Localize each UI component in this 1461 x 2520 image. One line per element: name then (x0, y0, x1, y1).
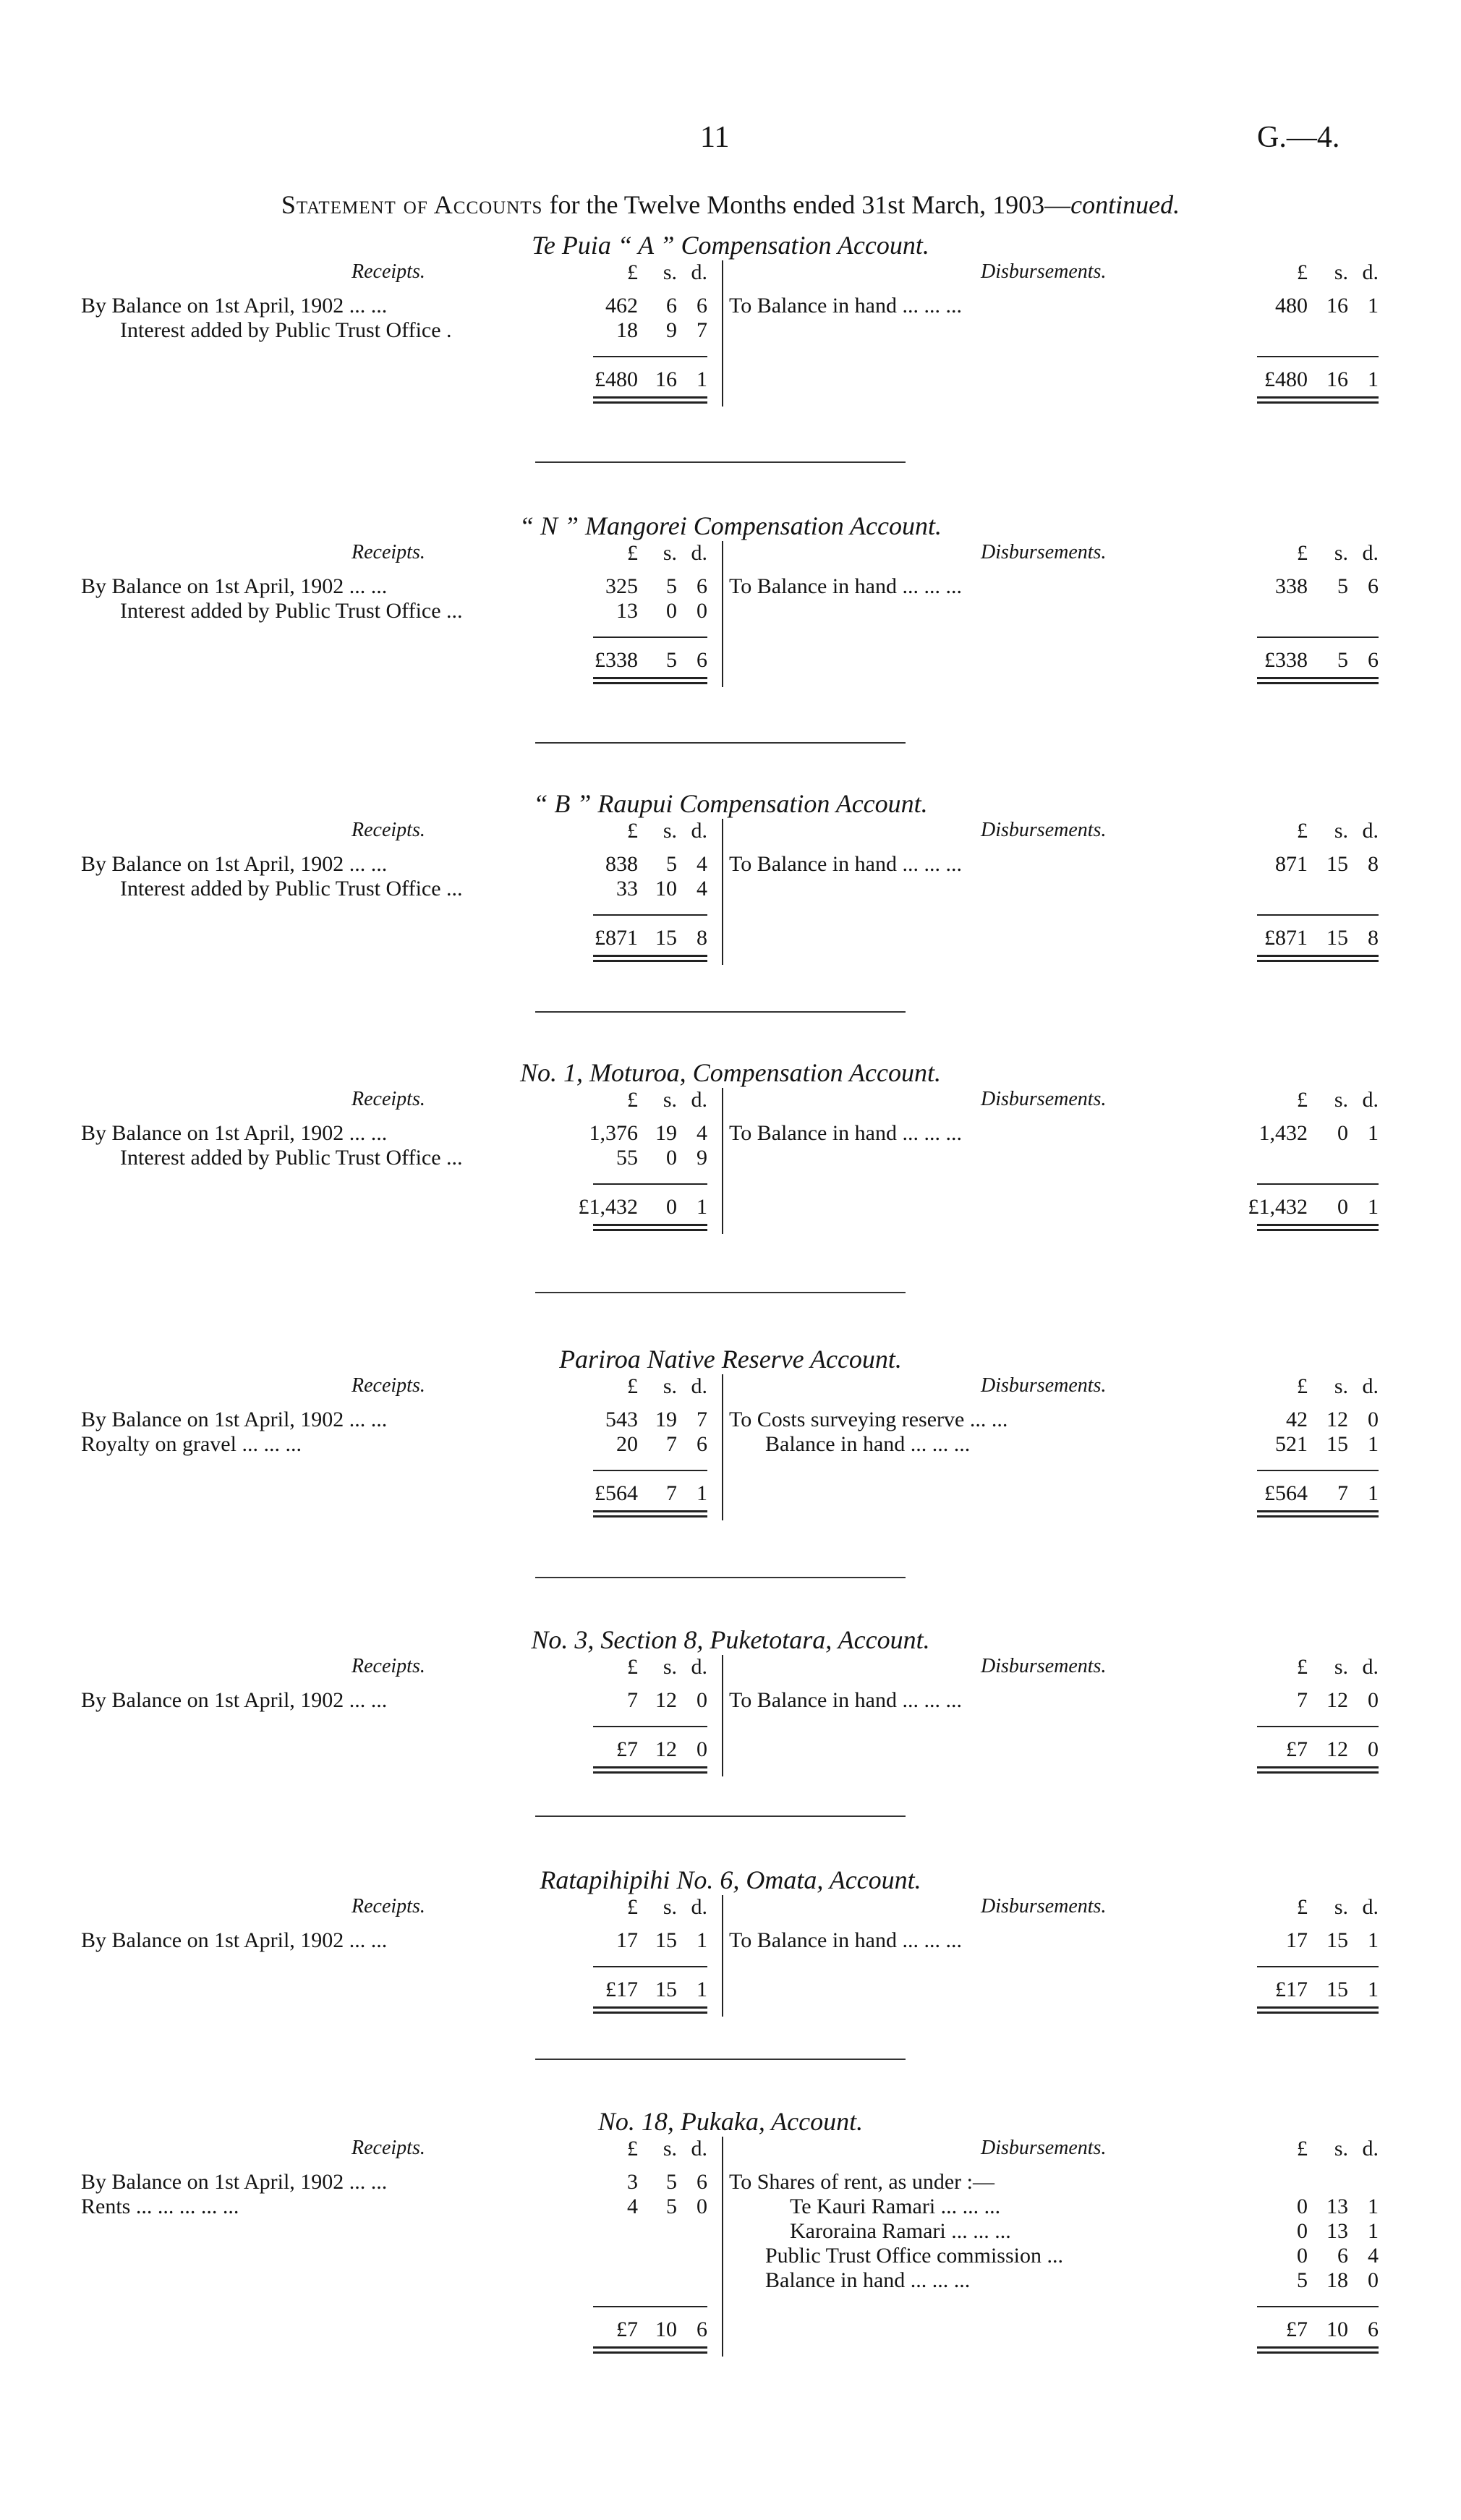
receipt-pounds: 325 (605, 574, 638, 598)
receipts-heading: Receipts. (352, 1088, 425, 1110)
receipts-pence-header: d. (691, 260, 707, 284)
disbursements-pounds-header: £ (1297, 541, 1308, 565)
receipts-total-pounds: £7 (616, 2317, 638, 2341)
receipt-label: Interest added by Public Trust Office . (120, 318, 452, 342)
receipt-pounds: 18 (616, 318, 638, 342)
disbursements-total-pounds: £7 (1286, 1737, 1308, 1761)
disbursement-pence: 1 (1368, 2219, 1379, 2243)
disbursement-shillings: 15 (1326, 1432, 1348, 1456)
receipts-double-rule (593, 2006, 707, 2014)
receipt-pounds: 17 (616, 1928, 638, 1952)
disbursements-pounds-header: £ (1297, 819, 1308, 843)
receipt-pounds: 462 (605, 294, 638, 318)
disbursement-label: Te Kauri Ramari ... ... ... (790, 2195, 1001, 2218)
disbursements-total-pence: 1 (1368, 367, 1379, 391)
receipts-double-rule (593, 955, 707, 962)
receipt-pounds: 4 (627, 2195, 638, 2218)
receipt-pence: 0 (697, 2195, 707, 2218)
column-divider (722, 1374, 723, 1520)
account-block (0, 511, 1461, 728)
receipts-heading: Receipts. (352, 260, 425, 283)
disbursement-shillings: 0 (1337, 1121, 1348, 1145)
receipt-shillings: 19 (655, 1121, 677, 1145)
disbursement-pence: 1 (1368, 1928, 1379, 1952)
disbursements-shillings-header: s. (1334, 1374, 1348, 1398)
receipts-total-pence: 1 (697, 1481, 707, 1505)
disbursements-shillings-header: s. (1334, 1655, 1348, 1679)
receipt-pounds: 13 (616, 599, 638, 623)
receipt-shillings: 5 (666, 2170, 677, 2194)
receipts-shillings-header: s. (663, 541, 677, 565)
disbursement-label: Balance in hand ... ... ... (765, 2268, 971, 2292)
disbursements-total-rule (1257, 356, 1379, 357)
disbursements-heading: Disbursements. (981, 541, 1107, 563)
disbursements-heading: Disbursements. (981, 1895, 1107, 1917)
disbursements-total-shillings: 15 (1326, 926, 1348, 950)
receipt-pence: 0 (697, 599, 707, 623)
disbursements-pounds-header: £ (1297, 2137, 1308, 2161)
receipts-total-pounds: £338 (595, 648, 638, 672)
receipt-label: Interest added by Public Trust Office ... (120, 599, 463, 623)
section-separator (535, 461, 906, 463)
account-block (0, 1625, 1461, 1842)
receipt-label: By Balance on 1st April, 1902 ... ... (81, 1928, 388, 1952)
disbursements-pence-header: d. (1362, 541, 1379, 565)
disbursements-total-pence: 0 (1368, 1737, 1379, 1761)
disbursement-shillings: 13 (1326, 2195, 1348, 2218)
disbursement-label: Karoraina Ramari ... ... ... (790, 2219, 1011, 2243)
receipts-double-rule (593, 1766, 707, 1774)
receipts-shillings-header: s. (663, 1655, 677, 1679)
disbursement-pounds: 0 (1297, 2244, 1308, 2268)
receipts-pounds-header: £ (627, 1088, 638, 1112)
disbursements-heading: Disbursements. (981, 2137, 1107, 2159)
disbursements-total-pounds: £564 (1264, 1481, 1308, 1505)
disbursements-pence-header: d. (1362, 1895, 1379, 1919)
receipts-double-rule (593, 396, 707, 404)
disbursements-heading: Disbursements. (981, 819, 1107, 841)
account-block (0, 230, 1461, 447)
disbursements-pence-header: d. (1362, 1088, 1379, 1112)
receipts-pounds-header: £ (627, 1655, 638, 1679)
disbursement-label: To Balance in hand ... ... ... (729, 1121, 962, 1145)
disbursements-total-shillings: 5 (1337, 648, 1348, 672)
disbursements-double-rule (1257, 396, 1379, 404)
receipts-total-shillings: 16 (655, 367, 677, 391)
receipts-total-pounds: £17 (605, 1978, 638, 2001)
disbursement-shillings: 15 (1326, 852, 1348, 876)
disbursements-double-rule (1257, 1510, 1379, 1517)
receipts-total-pounds: £564 (595, 1481, 638, 1505)
disbursements-double-rule (1257, 1224, 1379, 1231)
disbursement-pence: 4 (1368, 2244, 1379, 2268)
receipt-label: Interest added by Public Trust Office ... (120, 1146, 463, 1170)
receipt-pence: 1 (697, 1928, 707, 1952)
receipts-total-rule (593, 2306, 707, 2307)
disbursements-pence-header: d. (1362, 819, 1379, 843)
disbursements-total-rule (1257, 914, 1379, 916)
disbursement-pounds: 7 (1297, 1688, 1308, 1712)
receipt-pence: 7 (697, 318, 707, 342)
disbursement-pence: 0 (1368, 2268, 1379, 2292)
receipt-shillings: 9 (666, 318, 677, 342)
disbursement-pence: 0 (1368, 1688, 1379, 1712)
receipts-total-rule (593, 1470, 707, 1471)
receipts-total-rule (593, 1726, 707, 1727)
statement-heading (0, 190, 1461, 220)
disbursement-shillings: 12 (1326, 1408, 1348, 1431)
disbursement-label: To Costs surveying reserve ... ... (729, 1408, 1008, 1431)
receipts-total-pounds: £480 (595, 367, 638, 391)
account-title: No. 18, Pukaka, Account. (597, 2107, 864, 2136)
disbursements-pounds-header: £ (1297, 1655, 1308, 1679)
disbursements-total-pounds: £871 (1264, 926, 1308, 950)
disbursements-total-pounds: £480 (1264, 367, 1308, 391)
receipts-total-pence: 6 (697, 648, 707, 672)
receipt-label: Interest added by Public Trust Office ... (120, 877, 463, 901)
receipt-shillings: 5 (666, 574, 677, 598)
disbursement-pence: 1 (1368, 1121, 1379, 1145)
receipts-shillings-header: s. (663, 2137, 677, 2161)
receipt-label: Rents ... ... ... ... ... (81, 2195, 239, 2218)
disbursement-shillings: 13 (1326, 2219, 1348, 2243)
disbursement-pence: 6 (1368, 574, 1379, 598)
disbursement-shillings: 15 (1326, 1928, 1348, 1952)
receipts-total-rule (593, 1183, 707, 1185)
receipts-total-pence: 1 (697, 1195, 707, 1219)
receipts-pence-header: d. (691, 1374, 707, 1398)
disbursement-pounds: 521 (1275, 1432, 1308, 1456)
disbursement-pounds: 1,432 (1258, 1121, 1308, 1145)
receipts-shillings-header: s. (663, 260, 677, 284)
disbursements-total-rule (1257, 1470, 1379, 1471)
disbursements-total-rule (1257, 637, 1379, 638)
receipts-total-pounds: £7 (616, 1737, 638, 1761)
receipt-shillings: 5 (666, 852, 677, 876)
disbursements-pence-header: d. (1362, 1374, 1379, 1398)
disbursements-total-pence: 1 (1368, 1481, 1379, 1505)
receipts-total-shillings: 12 (655, 1737, 677, 1761)
receipt-pence: 0 (697, 1688, 707, 1712)
receipt-pounds: 55 (616, 1146, 638, 1170)
disbursements-double-rule (1257, 1766, 1379, 1774)
receipts-total-pence: 8 (697, 926, 707, 950)
page-reference: G.—4. (1257, 121, 1340, 154)
disbursements-total-pence: 1 (1368, 1978, 1379, 2001)
column-divider (722, 1655, 723, 1776)
account-title: Te Puia “ A ” Compensation Account. (532, 231, 929, 260)
disbursements-total-shillings: 16 (1326, 367, 1348, 391)
receipts-pounds-header: £ (627, 1374, 638, 1398)
disbursements-total-pounds: £338 (1264, 648, 1308, 672)
column-divider (722, 819, 723, 965)
account-title: No. 3, Section 8, Puketotara, Account. (531, 1625, 930, 1654)
receipts-heading: Receipts. (352, 1374, 425, 1397)
receipts-total-rule (593, 356, 707, 357)
disbursement-pence: 1 (1368, 2195, 1379, 2218)
disbursements-total-rule (1257, 1726, 1379, 1727)
receipts-pounds-header: £ (627, 819, 638, 843)
disbursements-total-shillings: 7 (1337, 1481, 1348, 1505)
receipt-pounds: 7 (627, 1688, 638, 1712)
account-title: “ B ” Raupui Compensation Account. (533, 789, 928, 818)
disbursement-label: To Balance in hand ... ... ... (729, 1928, 962, 1952)
statement-lead: Statement of Accounts (281, 190, 543, 219)
disbursement-pounds: 17 (1286, 1928, 1308, 1952)
column-divider (722, 260, 723, 406)
account-block (0, 1865, 1461, 2082)
receipt-shillings: 19 (655, 1408, 677, 1431)
disbursement-label: Balance in hand ... ... ... (765, 1432, 971, 1456)
account-block (0, 1344, 1461, 1561)
disbursements-heading: Disbursements. (981, 260, 1107, 283)
receipt-shillings: 5 (666, 2195, 677, 2218)
disbursements-total-pence: 6 (1368, 648, 1379, 672)
receipt-pence: 4 (697, 877, 707, 901)
receipt-label: By Balance on 1st April, 1902 ... ... (81, 294, 388, 318)
section-separator (535, 2059, 906, 2060)
disbursement-pounds: 871 (1275, 852, 1308, 876)
receipt-label: By Balance on 1st April, 1902 ... ... (81, 852, 388, 876)
disbursements-total-rule (1257, 1183, 1379, 1185)
disbursements-pounds-header: £ (1297, 1374, 1308, 1398)
disbursements-total-rule (1257, 1966, 1379, 1967)
disbursements-total-pounds: £17 (1275, 1978, 1308, 2001)
disbursement-pence: 0 (1368, 1408, 1379, 1431)
section-separator (535, 742, 906, 744)
receipt-pence: 6 (697, 2170, 707, 2194)
disbursement-label: To Balance in hand ... ... ... (729, 852, 962, 876)
statement-rest: for the Twelve Months ended 31st March, 1903— (542, 190, 1071, 219)
disbursement-shillings: 6 (1337, 2244, 1348, 2268)
receipts-total-shillings: 7 (666, 1481, 677, 1505)
receipts-total-shillings: 0 (666, 1195, 677, 1219)
receipts-heading: Receipts. (352, 2137, 425, 2159)
disbursement-pence: 1 (1368, 294, 1379, 318)
receipt-label: By Balance on 1st April, 1902 ... ... (81, 2170, 388, 2194)
disbursement-label: To Balance in hand ... ... ... (729, 1688, 962, 1712)
receipt-shillings: 6 (666, 294, 677, 318)
disbursement-pence: 1 (1368, 1432, 1379, 1456)
disbursements-pence-header: d. (1362, 2137, 1379, 2161)
receipts-total-shillings: 10 (655, 2317, 677, 2341)
receipt-shillings: 10 (655, 877, 677, 901)
receipts-double-rule (593, 677, 707, 684)
receipts-pounds-header: £ (627, 260, 638, 284)
receipt-pence: 7 (697, 1408, 707, 1431)
receipts-pence-header: d. (691, 1895, 707, 1919)
receipts-pounds-header: £ (627, 2137, 638, 2161)
disbursement-shillings: 5 (1337, 574, 1348, 598)
receipts-pence-header: d. (691, 1088, 707, 1112)
receipts-double-rule (593, 1510, 707, 1517)
receipt-label: By Balance on 1st April, 1902 ... ... (81, 1121, 388, 1145)
disbursement-pounds: 42 (1286, 1408, 1308, 1431)
receipts-total-rule (593, 637, 707, 638)
disbursements-pounds-header: £ (1297, 1088, 1308, 1112)
account-title: Pariroa Native Reserve Account. (559, 1345, 902, 1374)
receipt-pounds: 3 (627, 2170, 638, 2194)
section-separator (535, 1815, 906, 1817)
disbursements-double-rule (1257, 955, 1379, 962)
receipts-total-pence: 6 (697, 2317, 707, 2341)
account-block (0, 788, 1461, 1005)
receipts-double-rule (593, 2346, 707, 2354)
receipts-total-pence: 1 (697, 367, 707, 391)
disbursements-total-pence: 6 (1368, 2317, 1379, 2341)
disbursement-pounds: 5 (1297, 2268, 1308, 2292)
receipt-pence: 4 (697, 1121, 707, 1145)
account-block (0, 2106, 1461, 2341)
disbursement-pounds: 338 (1275, 574, 1308, 598)
disbursements-shillings-header: s. (1334, 1895, 1348, 1919)
disbursements-total-shillings: 0 (1337, 1195, 1348, 1219)
disbursements-total-pounds: £1,432 (1248, 1195, 1308, 1219)
receipts-pounds-header: £ (627, 1895, 638, 1919)
account-title: No. 1, Moturoa, Compensation Account. (520, 1058, 941, 1087)
receipt-label: By Balance on 1st April, 1902 ... ... (81, 574, 388, 598)
column-divider (722, 1895, 723, 2017)
receipts-shillings-header: s. (663, 819, 677, 843)
receipt-pence: 6 (697, 1432, 707, 1456)
section-separator (535, 1292, 906, 1293)
disbursements-pence-header: d. (1362, 260, 1379, 284)
receipt-label: By Balance on 1st April, 1902 ... ... (81, 1688, 388, 1712)
receipts-pence-header: d. (691, 819, 707, 843)
receipt-shillings: 7 (666, 1432, 677, 1456)
disbursement-label: To Shares of rent, as under :— (729, 2170, 994, 2194)
disbursement-shillings: 18 (1326, 2268, 1348, 2292)
disbursements-shillings-header: s. (1334, 2137, 1348, 2161)
account-block (0, 1057, 1461, 1274)
disbursements-pence-header: d. (1362, 1655, 1379, 1679)
receipts-heading: Receipts. (352, 1895, 425, 1917)
disbursements-total-shillings: 12 (1326, 1737, 1348, 1761)
disbursements-heading: Disbursements. (981, 1374, 1107, 1397)
disbursement-pounds: 0 (1297, 2219, 1308, 2243)
receipt-pence: 4 (697, 852, 707, 876)
receipts-pence-header: d. (691, 2137, 707, 2161)
account-title: “ N ” Mangorei Compensation Account. (519, 511, 942, 540)
disbursement-label: To Balance in hand ... ... ... (729, 294, 962, 318)
receipt-shillings: 12 (655, 1688, 677, 1712)
disbursements-double-rule (1257, 2006, 1379, 2014)
receipts-total-rule (593, 914, 707, 916)
receipts-shillings-header: s. (663, 1088, 677, 1112)
disbursements-total-shillings: 15 (1326, 1978, 1348, 2001)
disbursements-heading: Disbursements. (981, 1655, 1107, 1677)
disbursements-double-rule (1257, 677, 1379, 684)
receipt-pounds: 838 (605, 852, 638, 876)
column-divider (722, 2137, 723, 2357)
receipts-total-shillings: 15 (655, 1978, 677, 2001)
disbursements-pounds-header: £ (1297, 1895, 1308, 1919)
disbursements-shillings-header: s. (1334, 819, 1348, 843)
disbursement-pence: 8 (1368, 852, 1379, 876)
receipts-total-shillings: 5 (666, 648, 677, 672)
column-divider (722, 1088, 723, 1234)
receipts-total-pounds: £1,432 (578, 1195, 638, 1219)
disbursements-total-pounds: £7 (1286, 2317, 1308, 2341)
receipt-shillings: 0 (666, 1146, 677, 1170)
receipts-pence-header: d. (691, 1655, 707, 1679)
disbursements-total-shillings: 10 (1326, 2317, 1348, 2341)
disbursement-shillings: 16 (1326, 294, 1348, 318)
receipt-shillings: 15 (655, 1928, 677, 1952)
page-number: 11 (700, 121, 730, 154)
receipt-label: By Balance on 1st April, 1902 ... ... (81, 1408, 388, 1431)
disbursements-shillings-header: s. (1334, 260, 1348, 284)
disbursements-double-rule (1257, 2346, 1379, 2354)
receipts-total-pounds: £871 (595, 926, 638, 950)
disbursements-pounds-header: £ (1297, 260, 1308, 284)
receipt-label: Royalty on gravel ... ... ... (81, 1432, 302, 1456)
receipt-pounds: 543 (605, 1408, 638, 1431)
receipt-pounds: 1,376 (589, 1121, 638, 1145)
disbursements-heading: Disbursements. (981, 1088, 1107, 1110)
receipts-shillings-header: s. (663, 1895, 677, 1919)
disbursement-pounds: 480 (1275, 294, 1308, 318)
receipts-total-pence: 1 (697, 1978, 707, 2001)
account-title: Ratapihipihi No. 6, Omata, Account. (540, 1865, 921, 1894)
disbursements-total-pence: 8 (1368, 926, 1379, 950)
disbursements-total-rule (1257, 2306, 1379, 2307)
disbursement-label: Public Trust Office commission ... (765, 2244, 1063, 2268)
disbursements-shillings-header: s. (1334, 1088, 1348, 1112)
receipt-pence: 6 (697, 574, 707, 598)
section-separator (535, 1577, 906, 1578)
receipt-pence: 6 (697, 294, 707, 318)
receipts-heading: Receipts. (352, 541, 425, 563)
receipts-shillings-header: s. (663, 1374, 677, 1398)
disbursement-shillings: 12 (1326, 1688, 1348, 1712)
receipt-shillings: 0 (666, 599, 677, 623)
disbursements-total-pence: 1 (1368, 1195, 1379, 1219)
receipt-pence: 9 (697, 1146, 707, 1170)
receipts-heading: Receipts. (352, 819, 425, 841)
disbursements-shillings-header: s. (1334, 541, 1348, 565)
column-divider (722, 541, 723, 687)
statement-continued: continued. (1070, 190, 1180, 219)
section-separator (535, 1011, 906, 1013)
receipts-total-rule (593, 1966, 707, 1967)
receipts-pence-header: d. (691, 541, 707, 565)
disbursement-label: To Balance in hand ... ... ... (729, 574, 962, 598)
receipts-total-pence: 0 (697, 1737, 707, 1761)
receipts-double-rule (593, 1224, 707, 1231)
receipts-pounds-header: £ (627, 541, 638, 565)
receipt-pounds: 20 (616, 1432, 638, 1456)
receipts-total-shillings: 15 (655, 926, 677, 950)
receipts-heading: Receipts. (352, 1655, 425, 1677)
disbursement-pounds: 0 (1297, 2195, 1308, 2218)
receipt-pounds: 33 (616, 877, 638, 901)
